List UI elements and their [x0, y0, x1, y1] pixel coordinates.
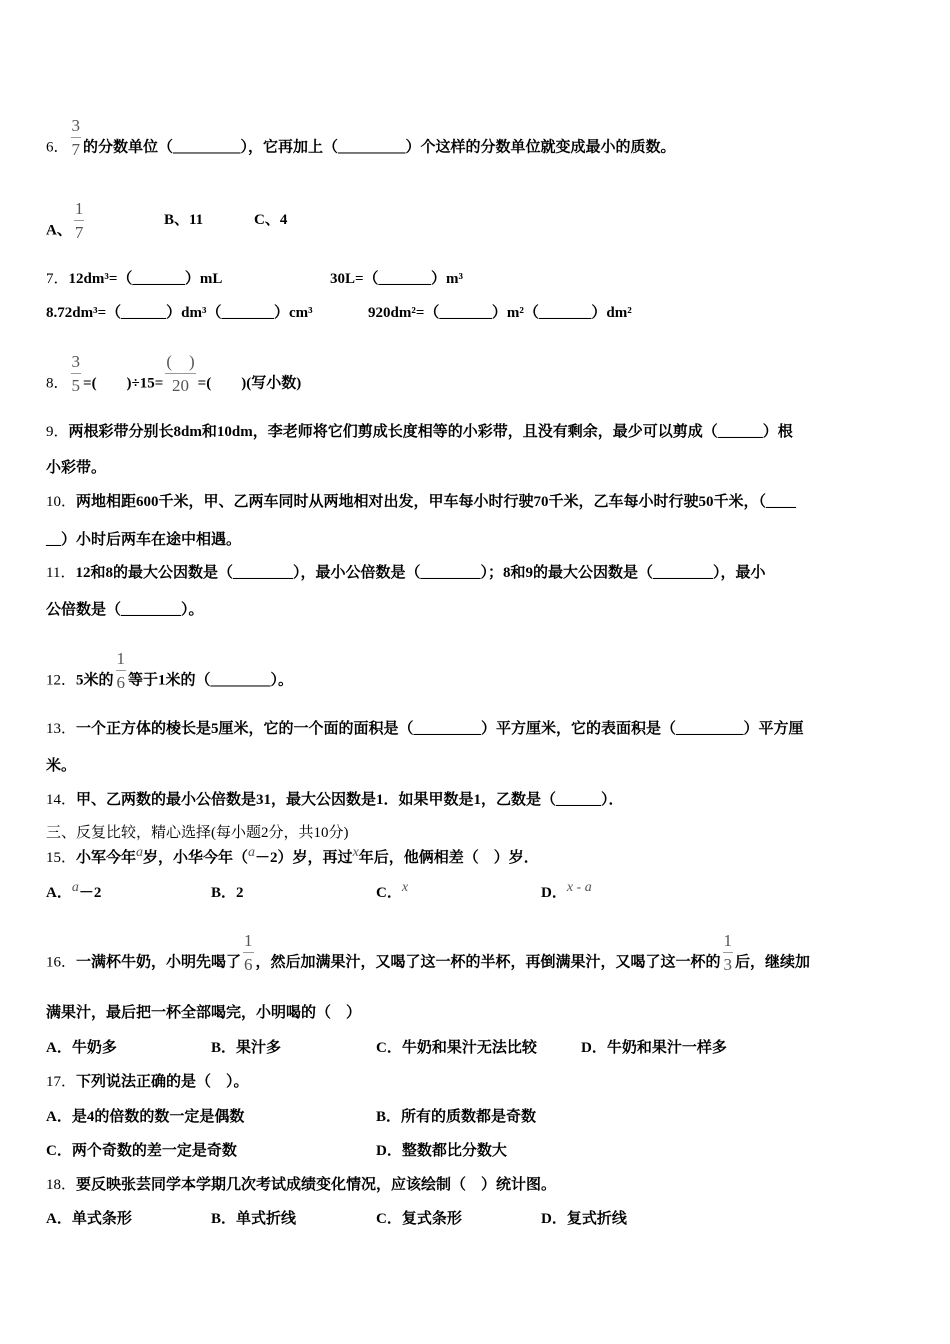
variable-a: a — [71, 880, 79, 895]
q-text: 的分数单位（_________），它再加上（_________）个这样的分数单位就变成最小的质数。 — [83, 139, 676, 156]
q-number: 10． — [46, 494, 77, 510]
numerator: 3 — [71, 117, 82, 138]
option-d: D．整数都比分数大 — [376, 1143, 507, 1159]
q-number: 15． — [46, 850, 77, 866]
option-d — [541, 880, 592, 904]
option-d: D．牛奶和果汁一样多 — [581, 1040, 727, 1056]
q-text: 两根彩带分别长8dm和10dm，李老师将它们剪成长度相等的小彩带，且没有剩余，最少可以剪成（______）根 — [68, 424, 793, 440]
q-text-cont: 公倍数是（________）。 — [46, 602, 204, 618]
question-12 — [46, 649, 294, 702]
q-text: 等于1米的（________）。 — [128, 672, 294, 689]
option-a — [46, 880, 102, 901]
q-text: 甲、乙两数的最小公倍数是31，最大公因数是1．如果甲数是1，乙数是（______）． — [76, 792, 624, 808]
option-a: A．单式条形 — [46, 1211, 132, 1227]
numerator: 1 — [243, 932, 254, 953]
option-label: C． — [376, 885, 402, 901]
option-label: A． — [46, 885, 72, 901]
q-text: =( )÷15= — [83, 375, 164, 392]
option-b: B、11 — [164, 212, 204, 228]
q-text-cont: 满果汁，最后把一杯全部喝完，小明喝的（ ） — [46, 1005, 362, 1021]
fraction — [723, 932, 734, 974]
question-9 — [46, 422, 793, 442]
question-16-options — [46, 1038, 846, 1058]
q-text: 要反映张芸同学本学期几次考试成绩变化情况，应该绘制（ ）统计图。 — [76, 1177, 557, 1193]
numerator: 1 — [116, 650, 127, 671]
q-number: 14． — [46, 792, 77, 808]
question-6-options — [46, 199, 346, 252]
variable-x: x — [401, 880, 409, 895]
q-text: 5米的 — [76, 672, 114, 689]
q-text: 12和8的最大公因数是（________），最小公倍数是（________）；8和9的最大公因数是（________），最小 — [75, 565, 766, 581]
numerator: 3 — [71, 353, 82, 374]
question-7 — [46, 269, 646, 289]
q-part-b: 30L=（_______）m³ — [330, 271, 464, 287]
option-b: B．果汁多 — [211, 1040, 282, 1056]
question-10 — [46, 492, 796, 512]
q-text: 小军今年 — [76, 850, 137, 866]
option-a: A、 — [46, 222, 72, 239]
q-number: 13． — [46, 721, 77, 737]
denominator: 5 — [71, 376, 81, 395]
q-number: 12． — [46, 672, 77, 689]
fraction — [71, 353, 82, 395]
question-17 — [46, 1072, 249, 1092]
question-18 — [46, 1175, 556, 1195]
option-a: A．牛奶多 — [46, 1040, 117, 1056]
question-6 — [46, 116, 676, 169]
fraction — [71, 117, 82, 159]
denominator: 3 — [723, 955, 733, 974]
q-number: 17． — [46, 1074, 77, 1090]
question-8 — [46, 352, 302, 405]
variable-x: x — [352, 845, 359, 860]
question-17-options-row1 — [46, 1107, 746, 1127]
option-b: B．单式折线 — [211, 1211, 297, 1227]
expression: x - a — [566, 880, 592, 895]
denominator: 20 — [172, 376, 189, 395]
q-text: =( )(写小数) — [197, 375, 302, 392]
question-13 — [46, 719, 804, 739]
question-14 — [46, 790, 624, 810]
q-number: 8． — [46, 375, 69, 392]
question-15 — [46, 845, 539, 869]
fraction — [243, 932, 254, 974]
q-text: ，然后加满果汁，又喝了这一杯的半杯，再倒满果汁，又喝了这一杯的 — [255, 954, 721, 971]
q-text: 年后，他俩相差（ ）岁． — [358, 850, 539, 866]
fraction — [165, 353, 195, 395]
question-11 — [46, 563, 765, 583]
denominator: 6 — [244, 955, 253, 974]
q-number: 6． — [46, 139, 69, 156]
option-c: C．两个奇数的差一定是奇数 — [46, 1143, 237, 1159]
q-number: 9． — [46, 424, 69, 440]
q-part-c: 8.72dm³=（______）dm³（_______）cm³ — [46, 305, 313, 321]
option-label: D． — [541, 885, 567, 901]
q-number: 7． — [46, 271, 69, 287]
fraction — [74, 200, 85, 242]
question-17-options-row2 — [46, 1141, 746, 1161]
numerator: 1 — [723, 932, 734, 953]
q-text: 两地相距600千米，甲、乙两车同时从两地相对出发，甲车每小时行驶70千米，乙车每小时行驶50千米，（____ — [76, 494, 797, 510]
q-number: 18． — [46, 1177, 77, 1193]
q-text: －2）岁，再过 — [255, 850, 353, 866]
q-text: 后，继续加 — [735, 954, 811, 971]
q-number: 16． — [46, 954, 77, 971]
q-text: 岁，小华今年（ — [143, 850, 249, 866]
question-15-options — [46, 880, 746, 904]
question-7-line2 — [46, 303, 746, 323]
numerator: ( ) — [165, 353, 195, 374]
q-text: 下列说法正确的是（ ）。 — [76, 1074, 249, 1090]
fraction — [116, 650, 127, 692]
q-text-cont: 小彩带。 — [46, 460, 107, 476]
option-b: B．2 — [211, 885, 244, 901]
numerator: 1 — [74, 200, 85, 221]
option-c: C．牛奶和果汁无法比较 — [376, 1040, 537, 1056]
option-c — [376, 880, 409, 904]
option-d: D．复式折线 — [541, 1211, 627, 1227]
q-text: 一个正方体的棱长是5厘米，它的一个面的面积是（_________）平方厘米，它的表面积是（_________）平方厘 — [76, 721, 804, 737]
option-b: B．所有的质数都是奇数 — [376, 1109, 537, 1125]
question-18-options — [46, 1209, 846, 1229]
question-16 — [46, 931, 811, 984]
denominator: 7 — [71, 140, 81, 159]
variable-a: a — [248, 845, 256, 860]
variable-a: a — [136, 845, 144, 860]
denominator: 6 — [116, 673, 126, 692]
q-part-d: 920dm²=（_______）m²（_______）dm² — [368, 305, 632, 321]
option-a: A．是4的倍数的数一定是偶数 — [46, 1109, 245, 1125]
q-part-a: 12dm³=（_______）mL — [68, 271, 223, 287]
option-c: C、4 — [254, 212, 288, 228]
denominator: 7 — [74, 223, 84, 242]
option-text: －2 — [78, 885, 102, 901]
q-text-cont: 米。 — [46, 758, 77, 774]
q-text: 一满杯牛奶，小明先喝了 — [76, 954, 242, 971]
q-text-cont: __）小时后两车在途中相遇。 — [46, 532, 242, 548]
q-number: 11． — [46, 565, 76, 581]
option-c: C．复式条形 — [376, 1211, 462, 1227]
section-heading: 三、反复比较，精心选择(每小题2分，共10分) — [46, 825, 349, 841]
